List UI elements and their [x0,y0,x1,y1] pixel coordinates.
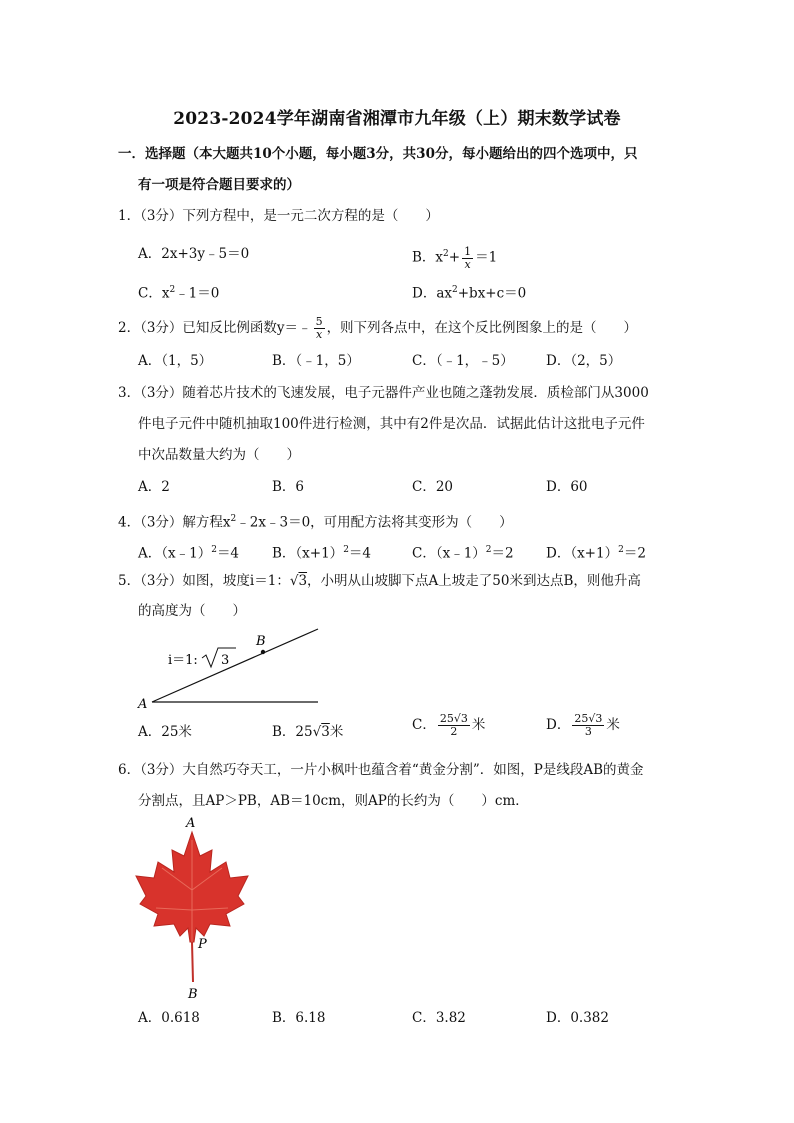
q1-stem: 1．（3分）下列方程中，是一元二次方程的是（ ） [118,208,439,224]
q2-option-d: D．（2，5） [546,353,622,369]
q4-option-a: A．（x﹣1）$^2$＝4 [138,545,240,562]
q1-option-c: C．$x^2﹣1=0$ [138,285,220,302]
exam-title: 2023-2024学年湖南省湘潭市九年级（上）期末数学试卷 [173,109,621,129]
q3-option-b: B．6 [272,479,305,495]
q3-option-a: A．2 [138,479,170,495]
sqrt-value: 3 [221,653,230,668]
q2-stem: 2．（3分）已知反比例函数y＝﹣ $\frac{5}{x}$ ，则下列各点中，在这个反比例图象上的是（ ） [118,315,638,341]
q3-line2: 件电子元件中随机抽取100件进行检测，其中有2件是次品．试据此估计这批电子元件 [138,416,645,432]
maple-leaf-figure [130,810,260,1005]
q2-option-a: A．（1，5） [138,353,213,369]
q4-option-b: B．$(x+1)^2=4$ [272,545,372,562]
q6-option-d: D．0.382 [546,1010,609,1026]
point-b-label: B [256,634,266,649]
point-b-dot [261,650,265,654]
leaf-point-p-label: P [198,937,207,952]
q5-option-b: B．25√3米 [272,724,344,740]
q6-option-b: B．6.18 [272,1010,326,1026]
q6-line2: 分割点，且AP＞PB，AB＝10cm，则AP的长约为（ ）cm． [138,793,529,809]
slope-label: i＝1: [168,653,198,668]
q3-option-d: D．60 [546,479,588,495]
q6-option-a: A．0.618 [138,1010,200,1026]
q5-option-d: D． $\frac{25√3}{3}$ 米 [546,712,620,738]
leaf-point-a-label: A [186,816,196,831]
sqrt-sign [202,648,236,667]
q1-option-a: A．2x+3y﹣5＝0 [138,246,250,262]
q5-line2: 的高度为（ ） [138,603,246,619]
q5-option-c: C． $\frac{25√3}{2}$ 米 [412,712,486,738]
q3-line3: 中次品数量大约为（ ） [138,447,300,463]
sqrt-symbol: √ [289,573,299,589]
q1-option-d: D．$ax^2+bx+c=0$ [412,285,527,302]
q5-option-a: A．25米 [138,724,192,740]
q4-option-d: D．$(x+1)^2=2$ [546,545,646,562]
q3-line1: 3．（3分）随着芯片技术的飞速发展，电子元器件产业也随之蓬勃发展．质检部门从3000 [118,385,649,401]
slope-figure [132,620,332,712]
q6-option-c: C．3.82 [412,1010,466,1026]
q6-line1: 6．（3分）大自然巧夺天工，一片小枫叶也蕴含着“黄金分割”．如图，P是线段AB的黄金 [118,762,644,778]
section-heading-line2: 有一项是符合题目要求的） [138,177,300,193]
point-a-label: A [138,697,148,712]
q1-option-b: B．$x^2+$ $\frac{1}{x}$ ＝1 [412,244,498,271]
section-heading-line1: 一．选择题（本大题共10个小题，每小题3分，共30分，每小题给出的四个选项中，只 [118,146,638,162]
q4-stem: 4．（3分）解方程$x^2﹣2x﹣3=0$，可用配方法将其变形为（ ） [118,514,513,531]
q2-option-b: B．（﹣1，5） [272,353,360,369]
q2-option-c: C．（﹣1，﹣5） [412,353,514,369]
q4-option-c: C．（x﹣1）$^2$＝2 [412,545,514,562]
q3-option-c: C．20 [412,479,454,495]
leaf-point-b-label: B [188,987,198,1002]
leaf-stem [192,942,193,982]
q5-line1: 5．（3分）如图，坡度i＝1：√3，小明从山坡脚下点A上坡走了50米到达点B，则他升高 [118,573,641,589]
